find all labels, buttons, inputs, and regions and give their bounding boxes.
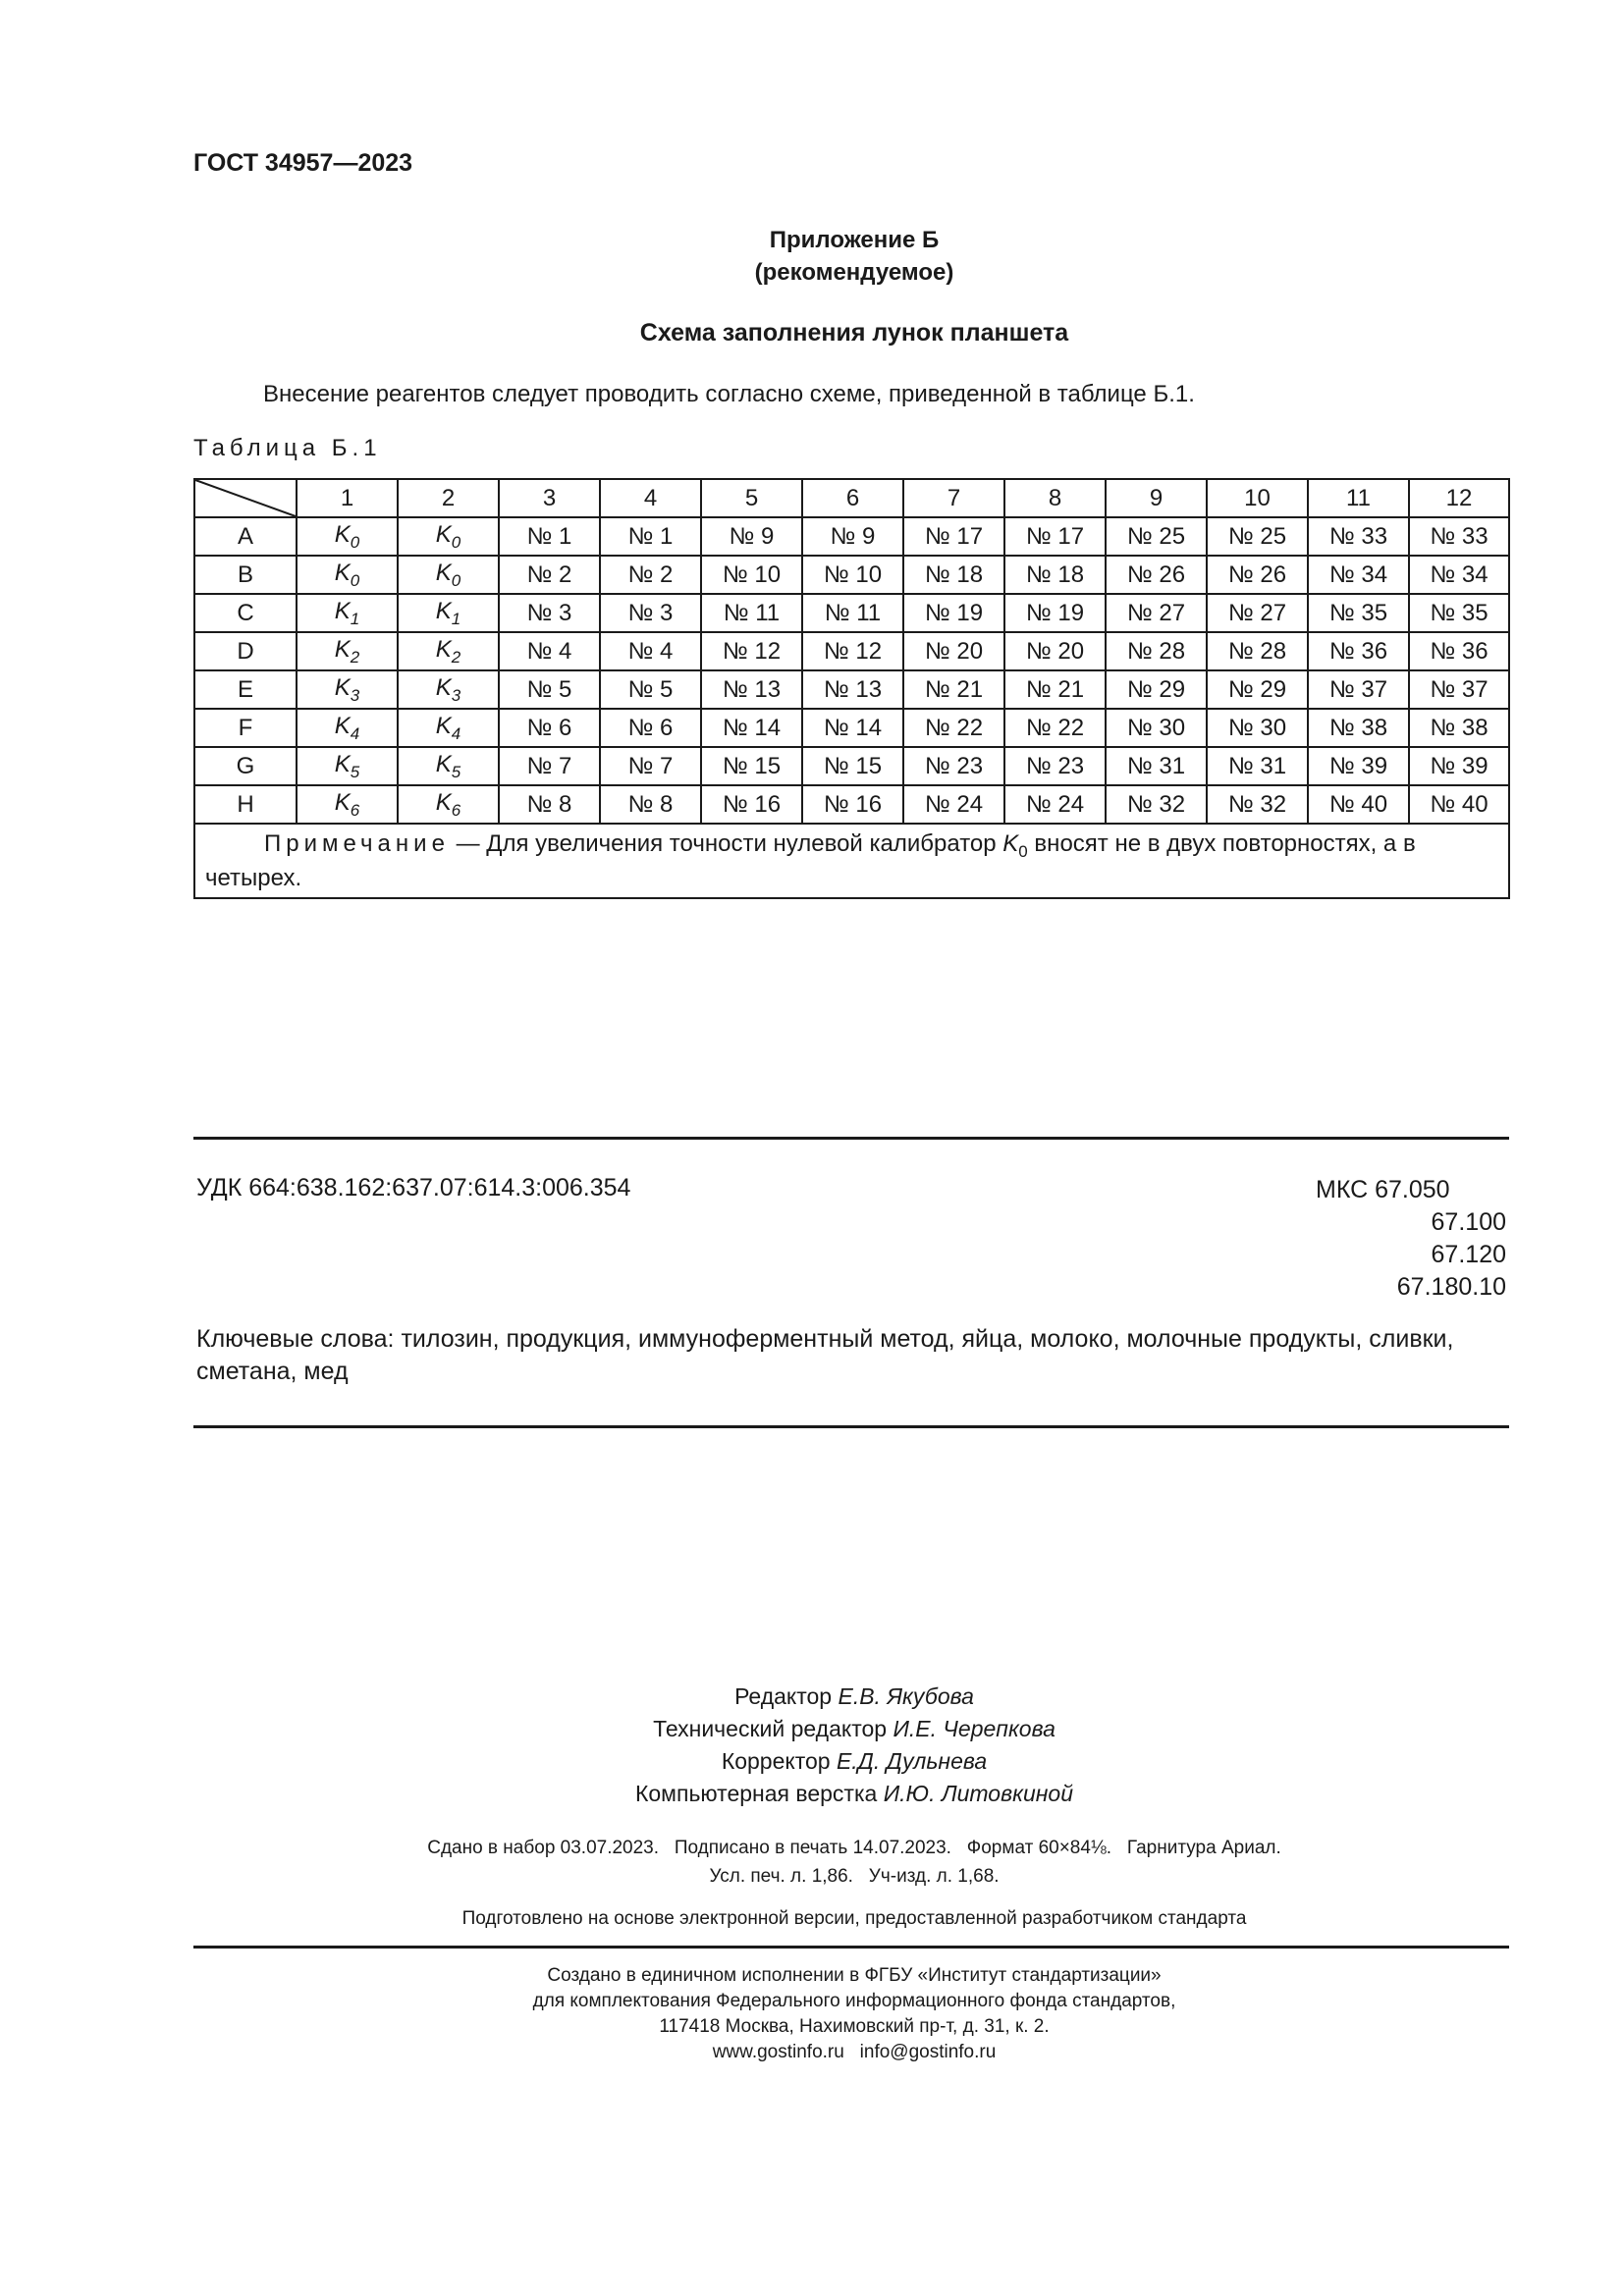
appendix-title: Приложение Б <box>769 227 940 253</box>
table-corner-cell <box>194 479 297 517</box>
calibrator-cell: $K_3$ <box>398 670 499 709</box>
sample-cell: № 22 <box>903 709 1004 747</box>
sample-cell: № 21 <box>903 670 1004 709</box>
sample-cell: № 33 <box>1308 517 1409 556</box>
sample-cell: № 23 <box>1004 747 1106 785</box>
sample-cell: № 19 <box>1004 594 1106 632</box>
sample-cell: № 24 <box>1004 785 1106 824</box>
sample-cell: № 29 <box>1207 670 1308 709</box>
column-header: 7 <box>903 479 1004 517</box>
sample-cell: № 16 <box>701 785 802 824</box>
table-row <box>194 517 1509 556</box>
sample-cell: № 1 <box>600 517 701 556</box>
sample-cell: № 39 <box>1308 747 1409 785</box>
table-row <box>194 594 1509 632</box>
print-info <box>0 1834 1624 1891</box>
sample-cell: № 15 <box>802 747 903 785</box>
sample-cell: № 15 <box>701 747 802 785</box>
column-header: 9 <box>1106 479 1207 517</box>
note-k-letter: K <box>1002 830 1019 857</box>
table-note-row <box>194 824 1509 898</box>
column-header: 12 <box>1409 479 1509 517</box>
row-label: F <box>194 709 297 747</box>
created-line: для комплектования Федерального информационного фонда стандартов, <box>532 1991 1176 2011</box>
calibrator-cell: $K_0$ <box>297 517 398 556</box>
sample-cell: № 12 <box>802 632 903 670</box>
diagonal-line <box>195 480 296 516</box>
note-text: — Для увеличения точности нулевой калибратор <box>449 830 1003 857</box>
appendix-heading <box>0 224 1624 289</box>
created-line: www.gostinfo.ru info@gostinfo.ru <box>712 2042 997 2062</box>
calibrator-cell: $K_1$ <box>297 594 398 632</box>
sample-cell: № 36 <box>1409 632 1509 670</box>
sample-cell: № 9 <box>701 517 802 556</box>
sample-cell: № 10 <box>701 556 802 594</box>
mks-code: 67.120 <box>1431 1241 1506 1268</box>
calibrator-cell: $K_6$ <box>297 785 398 824</box>
sample-cell: № 32 <box>1106 785 1207 824</box>
sample-cell: № 8 <box>499 785 600 824</box>
sample-cell: № 24 <box>903 785 1004 824</box>
calibrator-cell: $K_2$ <box>297 632 398 670</box>
note-text-after: вносят не в двух повторностях, а в четырех. <box>205 830 1416 891</box>
sample-cell: № 16 <box>802 785 903 824</box>
mks-code: МКС 67.050 <box>1316 1176 1450 1203</box>
column-header: 4 <box>600 479 701 517</box>
sample-cell: № 14 <box>701 709 802 747</box>
column-header: 10 <box>1207 479 1308 517</box>
sample-cell: № 37 <box>1409 670 1509 709</box>
calibrator-cell: $K_4$ <box>297 709 398 747</box>
sample-cell: № 40 <box>1308 785 1409 824</box>
calibrator-cell: $K_0$ <box>297 556 398 594</box>
sample-cell: № 38 <box>1308 709 1409 747</box>
credits-block <box>0 1681 1624 1810</box>
sample-cell: № 13 <box>802 670 903 709</box>
sample-cell: № 40 <box>1409 785 1509 824</box>
column-header: 6 <box>802 479 903 517</box>
sample-cell: № 31 <box>1106 747 1207 785</box>
sample-cell: № 5 <box>499 670 600 709</box>
sample-cell: № 29 <box>1106 670 1207 709</box>
created-block <box>0 1963 1624 2065</box>
sample-cell: № 28 <box>1207 632 1308 670</box>
calibrator-cell: $K_4$ <box>398 709 499 747</box>
keywords: Ключевые слова: тилозин, продукция, иммуноферментный метод, яйца, молоко, молочные продукты, сливки, сметана, мед <box>196 1325 1454 1385</box>
sample-cell: № 26 <box>1207 556 1308 594</box>
column-header: 1 <box>297 479 398 517</box>
row-label: C <box>194 594 297 632</box>
column-header: 11 <box>1308 479 1409 517</box>
sample-cell: № 21 <box>1004 670 1106 709</box>
table-row <box>194 670 1509 709</box>
intro-paragraph: Внесение реагентов следует проводить согласно схеме, приведенной в таблице Б.1. <box>263 381 1195 407</box>
sample-cell: № 38 <box>1409 709 1509 747</box>
sample-cell: № 18 <box>1004 556 1106 594</box>
sample-cell: № 22 <box>1004 709 1106 747</box>
udk-code: УДК 664:638.162:637.07:614.3:006.354 <box>196 1174 631 1201</box>
sample-cell: № 26 <box>1106 556 1207 594</box>
calibrator-cell: $K_2$ <box>398 632 499 670</box>
calibrator-cell: $K_0$ <box>398 517 499 556</box>
created-line: 117418 Москва, Нахимовский пр-т, д. 31, к. 2. <box>659 2016 1050 2037</box>
divider-bottom <box>193 1946 1509 1949</box>
sample-cell: № 9 <box>802 517 903 556</box>
sample-cell: № 30 <box>1106 709 1207 747</box>
sample-cell: № 2 <box>600 556 701 594</box>
credit-line: Технический редактор И.Е. Черепкова <box>653 1716 1056 1741</box>
column-header: 5 <box>701 479 802 517</box>
sample-cell: № 33 <box>1409 517 1509 556</box>
row-label: A <box>194 517 297 556</box>
sample-cell: № 12 <box>701 632 802 670</box>
sample-cell: № 20 <box>1004 632 1106 670</box>
table-row <box>194 747 1509 785</box>
column-header: 8 <box>1004 479 1106 517</box>
sample-cell: № 20 <box>903 632 1004 670</box>
sample-cell: № 30 <box>1207 709 1308 747</box>
table-row <box>194 556 1509 594</box>
sample-cell: № 35 <box>1409 594 1509 632</box>
calibrator-cell: $K_3$ <box>297 670 398 709</box>
sample-cell: № 13 <box>701 670 802 709</box>
sample-cell: № 8 <box>600 785 701 824</box>
sample-cell: № 27 <box>1207 594 1308 632</box>
mks-codes <box>1316 1174 1506 1304</box>
sample-cell: № 25 <box>1106 517 1207 556</box>
sample-cell: № 23 <box>903 747 1004 785</box>
column-header: 2 <box>398 479 499 517</box>
sample-cell: № 19 <box>903 594 1004 632</box>
sample-cell: № 10 <box>802 556 903 594</box>
sample-cell: № 17 <box>1004 517 1106 556</box>
row-label: D <box>194 632 297 670</box>
mks-code: 67.180.10 <box>1396 1273 1506 1301</box>
sample-cell: № 35 <box>1308 594 1409 632</box>
row-label: E <box>194 670 297 709</box>
sample-cell: № 11 <box>701 594 802 632</box>
calibrator-cell: $K_5$ <box>398 747 499 785</box>
print-info-line: Сдано в набор 03.07.2023. Подписано в печать 14.07.2023. Формат 60×84⅛. Гарнитура Ариал. <box>427 1838 1281 1858</box>
sample-cell: № 34 <box>1308 556 1409 594</box>
section-title: Схема заполнения лунок планшета <box>639 319 1069 347</box>
sample-cell: № 37 <box>1308 670 1409 709</box>
table-row <box>194 632 1509 670</box>
divider-top <box>193 1137 1509 1140</box>
sample-cell: № 1 <box>499 517 600 556</box>
table-row <box>194 785 1509 824</box>
note-label: Примечание <box>264 830 450 857</box>
calibrator-cell: $K_0$ <box>398 556 499 594</box>
calibrator-cell: $K_5$ <box>297 747 398 785</box>
sample-cell: № 27 <box>1106 594 1207 632</box>
table-note <box>194 824 1509 898</box>
credit-line: Компьютерная верстка И.Ю. Литовкиной <box>634 1781 1073 1806</box>
sample-cell: № 39 <box>1409 747 1509 785</box>
sample-cell: № 14 <box>802 709 903 747</box>
sample-cell: № 31 <box>1207 747 1308 785</box>
table-caption: Таблица Б.1 <box>193 435 382 461</box>
plate-scheme-table <box>193 478 1510 899</box>
created-line: Создано в единичном исполнении в ФГБУ «Институт стандартизации» <box>547 1965 1162 1986</box>
table-header-row <box>194 479 1509 517</box>
mks-code: 67.100 <box>1431 1208 1506 1236</box>
sample-cell: № 2 <box>499 556 600 594</box>
sample-cell: № 6 <box>499 709 600 747</box>
sample-cell: № 4 <box>499 632 600 670</box>
credit-line: Редактор Е.В. Якубова <box>734 1683 974 1709</box>
row-label: B <box>194 556 297 594</box>
sample-cell: № 28 <box>1106 632 1207 670</box>
calibrator-cell: $K_6$ <box>398 785 499 824</box>
prepared-note: Подготовлено на основе электронной версии, предоставленной разработчиком стандарта <box>461 1908 1247 1929</box>
row-label: G <box>194 747 297 785</box>
credit-line: Корректор Е.Д. Дульнева <box>721 1748 988 1774</box>
sample-cell: № 32 <box>1207 785 1308 824</box>
sample-cell: № 34 <box>1409 556 1509 594</box>
divider-keywords <box>193 1425 1509 1428</box>
sample-cell: № 4 <box>600 632 701 670</box>
sample-cell: № 17 <box>903 517 1004 556</box>
sample-cell: № 6 <box>600 709 701 747</box>
sample-cell: № 7 <box>600 747 701 785</box>
sample-cell: № 11 <box>802 594 903 632</box>
sample-cell: № 3 <box>499 594 600 632</box>
print-info-line: Усл. печ. л. 1,86. Уч-изд. л. 1,68. <box>709 1866 1000 1887</box>
column-header: 3 <box>499 479 600 517</box>
document-code: ГОСТ 34957—2023 <box>193 149 413 177</box>
sample-cell: № 18 <box>903 556 1004 594</box>
sample-cell: № 5 <box>600 670 701 709</box>
sample-cell: № 7 <box>499 747 600 785</box>
calibrator-cell: $K_1$ <box>398 594 499 632</box>
sample-cell: № 25 <box>1207 517 1308 556</box>
sample-cell: № 36 <box>1308 632 1409 670</box>
note-k-sub: 0 <box>1018 841 1028 861</box>
sample-cell: № 3 <box>600 594 701 632</box>
appendix-subtitle: (рекомендуемое) <box>754 259 954 286</box>
row-label: H <box>194 785 297 824</box>
table-row <box>194 709 1509 747</box>
